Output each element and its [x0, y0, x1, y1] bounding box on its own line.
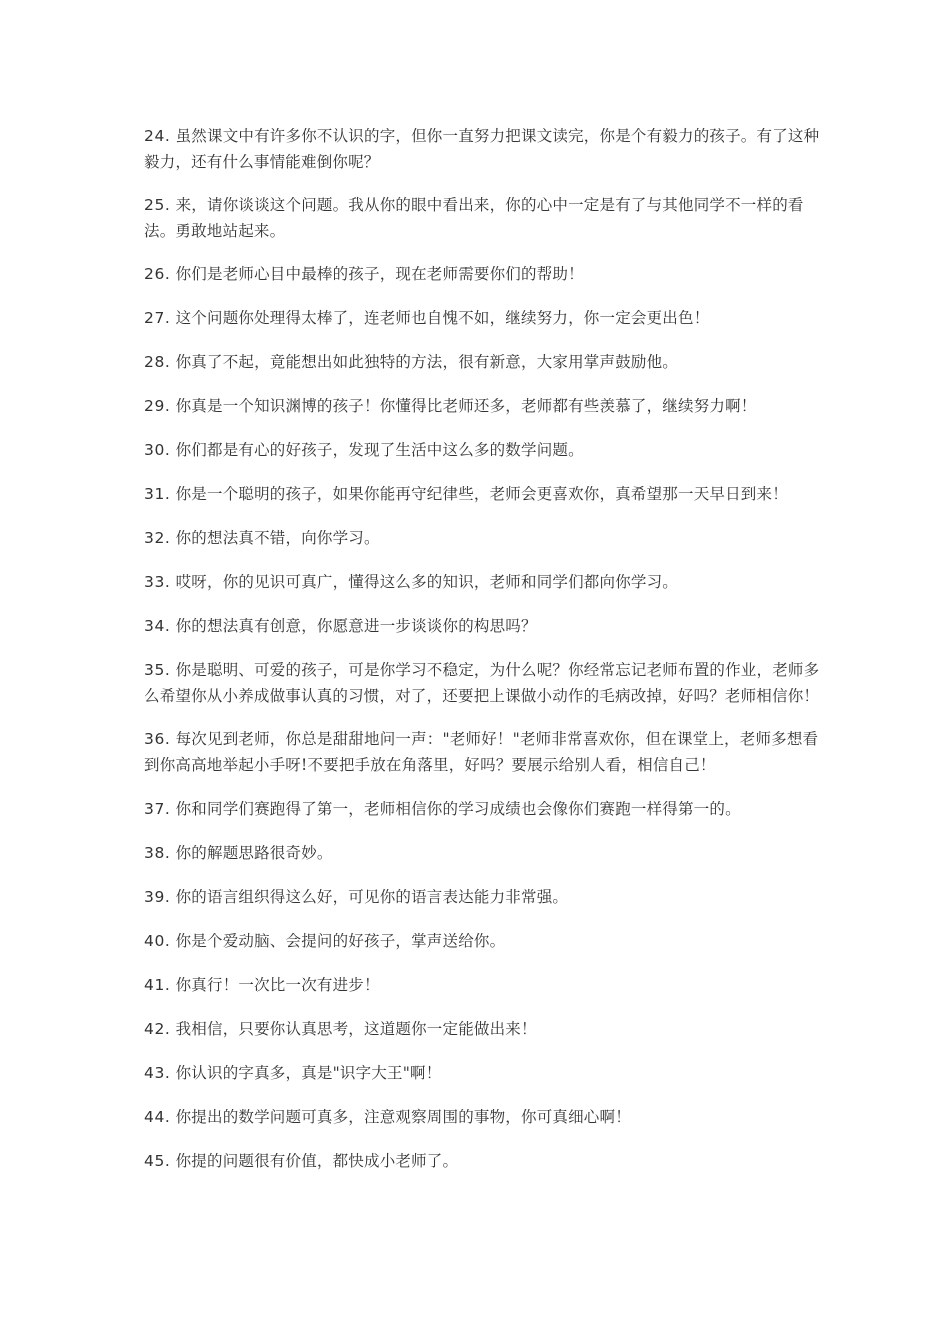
item-number: 38.	[144, 844, 171, 862]
list-item	[144, 1148, 824, 1174]
list-item	[144, 349, 824, 375]
item-number: 45.	[144, 1152, 171, 1170]
item-number: 26.	[144, 265, 171, 283]
list-item	[144, 726, 824, 778]
item-text: 你真是一个知识渊博的孩子！你懂得比老师还多，老师都有些羡慕了，继续努力啊！	[175, 397, 757, 415]
list-item	[144, 613, 824, 639]
item-number: 44.	[144, 1108, 171, 1126]
list-item	[144, 796, 824, 822]
item-number: 43.	[144, 1064, 171, 1082]
item-number: 30.	[144, 441, 171, 459]
list-item	[144, 840, 824, 866]
item-number: 39.	[144, 888, 171, 906]
item-number: 33.	[144, 573, 171, 591]
item-text: 你是聪明、可爱的孩子，可是你学习不稳定，为什么呢？你经常忘记老师布置的作业，老师多么希望你从小养成做事认真的习惯，对了，还要把上课做小动作的毛病改掉，好吗？老师相信你！	[144, 661, 820, 705]
item-text: 你的想法真不错，向你学习。	[175, 529, 380, 547]
item-number: 42.	[144, 1020, 171, 1038]
list-item	[144, 1104, 824, 1130]
list-item	[144, 884, 824, 910]
item-text: 你提出的数学问题可真多，注意观察周围的事物，你可真细心啊！	[175, 1108, 631, 1126]
item-number: 29.	[144, 397, 171, 415]
item-text: 你的想法真有创意，你愿意进一步谈谈你的构思吗？	[175, 617, 537, 635]
item-text: 我相信，只要你认真思考，这道题你一定能做出来！	[175, 1020, 537, 1038]
item-number: 27.	[144, 309, 171, 327]
item-number: 35.	[144, 661, 171, 679]
item-text: 你是一个聪明的孩子，如果你能再守纪律些，老师会更喜欢你，真希望那一天早日到来！	[175, 485, 788, 503]
list-item	[144, 569, 824, 595]
item-number: 32.	[144, 529, 171, 547]
list-item	[144, 305, 824, 331]
list-item	[144, 657, 824, 709]
list-item	[144, 192, 824, 244]
item-number: 28.	[144, 353, 171, 371]
item-text: 你和同学们赛跑得了第一，老师相信你的学习成绩也会像你们赛跑一样得第一的。	[175, 800, 741, 818]
item-number: 31.	[144, 485, 171, 503]
item-text: 虽然课文中有许多你不认识的字，但你一直努力把课文读完，你是个有毅力的孩子。有了这种毅力，还有什么事情能难倒你呢？	[144, 127, 820, 171]
item-text: 你提的问题很有价值，都快成小老师了。	[175, 1152, 459, 1170]
list-item	[144, 928, 824, 954]
item-text: 这个问题你处理得太棒了，连老师也自愧不如，继续努力，你一定会更出色！	[175, 309, 710, 327]
document-body	[144, 123, 824, 1174]
item-number: 24.	[144, 127, 171, 145]
item-text: 每次见到老师，你总是甜甜地问一声："老师好！"老师非常喜欢你，但在课堂上，老师多想看到你高高地举起小手呀!不要把手放在角落里，好吗？要展示给别人看，相信自己！	[144, 730, 819, 774]
item-number: 36.	[144, 730, 171, 748]
item-text: 你的语言组织得这么好，可见你的语言表达能力非常强。	[175, 888, 569, 906]
list-item	[144, 1060, 824, 1086]
list-item	[144, 481, 824, 507]
item-text: 哎呀，你的见识可真广，懂得这么多的知识，老师和同学们都向你学习。	[175, 573, 678, 591]
item-number: 34.	[144, 617, 171, 635]
list-item	[144, 393, 824, 419]
item-number: 37.	[144, 800, 171, 818]
list-item	[144, 1016, 824, 1042]
list-item	[144, 123, 824, 175]
item-number: 25.	[144, 196, 171, 214]
list-item	[144, 972, 824, 998]
list-item	[144, 261, 824, 287]
item-number: 40.	[144, 932, 171, 950]
item-text: 你真了不起，竟能想出如此独特的方法，很有新意，大家用掌声鼓励他。	[175, 353, 678, 371]
item-text: 来，请你谈谈这个问题。我从你的眼中看出来，你的心中一定是有了与其他同学不一样的看法。勇敢地站起来。	[144, 196, 804, 240]
item-number: 41.	[144, 976, 171, 994]
item-text: 你的解题思路很奇妙。	[175, 844, 333, 862]
item-text: 你是个爱动脑、会提问的好孩子，掌声送给你。	[175, 932, 506, 950]
item-text: 你们是老师心目中最棒的孩子，现在老师需要你们的帮助！	[175, 265, 584, 283]
item-text: 你们都是有心的好孩子，发现了生活中这么多的数学问题。	[175, 441, 584, 459]
item-text: 你真行！一次比一次有进步！	[175, 976, 380, 994]
item-text: 你认识的字真多，真是"识字大王"啊！	[175, 1064, 442, 1082]
list-item	[144, 437, 824, 463]
list-item	[144, 525, 824, 551]
